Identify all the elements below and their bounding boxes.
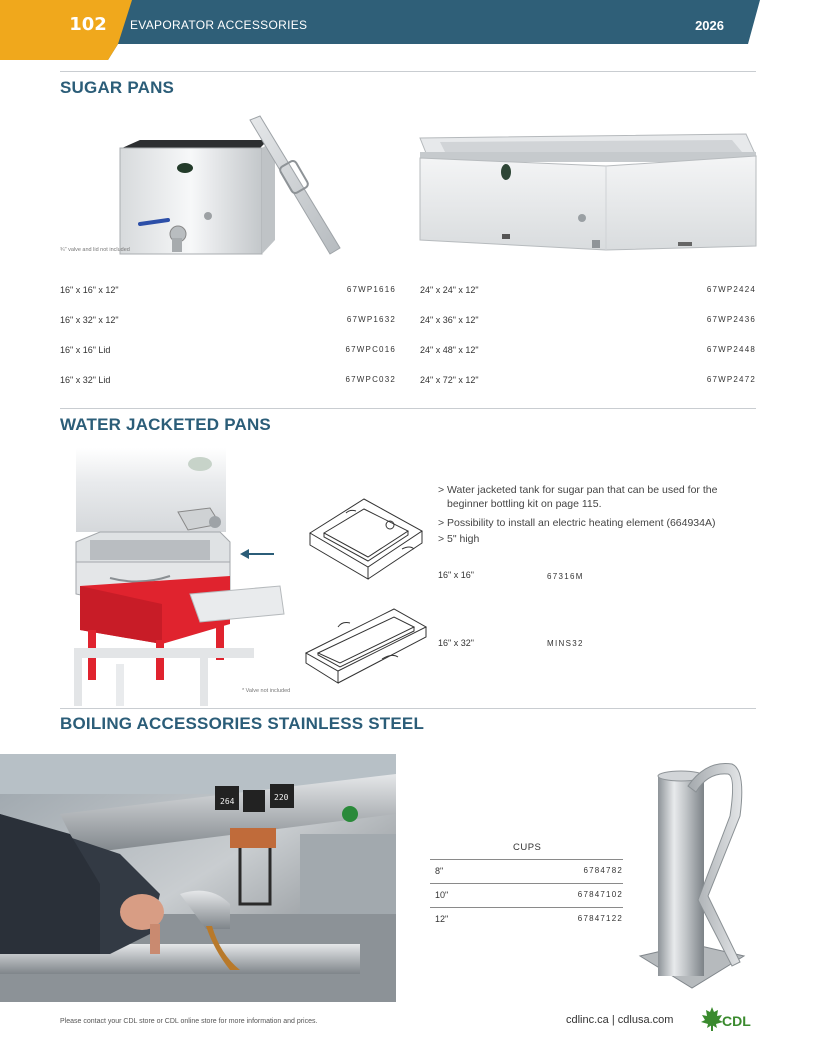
size-label: 24" x 36" x 12" — [420, 315, 479, 325]
table-row — [430, 890, 623, 906]
product-code: 67847122 — [577, 914, 623, 923]
product-code: 67847102 — [577, 890, 623, 899]
table-divider — [430, 907, 623, 908]
footer-website[interactable]: cdlinc.ca | cdlusa.com — [566, 1014, 674, 1026]
size-label: 16" x 32" x 12" — [60, 315, 119, 325]
size-label: 24" x 72" x 12" — [420, 375, 479, 385]
size-label: 16" x 32" — [438, 638, 474, 648]
divider — [60, 71, 756, 72]
size-label: 10" — [435, 890, 449, 900]
svg-text:220: 220 — [274, 793, 289, 802]
product-code: 67WP2424 — [706, 285, 756, 294]
size-label: 16" x 16" x 12" — [60, 285, 119, 295]
product-code: 67WPC032 — [345, 375, 396, 384]
feature-item: > Water jacketed tank for sugar pan that can be used for the beginner bottling kit on page 115. — [438, 483, 758, 511]
footer-note: Please contact your CDL store or CDL online store for more information and prices. — [60, 1018, 318, 1025]
size-label: 16" x 16" Lid — [60, 345, 111, 355]
table-row — [60, 345, 396, 365]
water-jacket-16x16-drawing — [306, 495, 426, 580]
header-section-title: EVAPORATOR ACCESSORIES — [130, 18, 308, 32]
section-title-boiling-accessories: BOILING ACCESSORIES STAINLESS STEEL — [60, 714, 425, 733]
table-row — [430, 866, 623, 882]
divider — [60, 408, 756, 409]
product-code: 67WP2436 — [706, 315, 756, 324]
table-row — [420, 285, 756, 305]
header-year: 2026 — [695, 18, 724, 33]
brand-logo-text: CDL — [722, 1013, 751, 1029]
product-code: 67WP2472 — [706, 375, 756, 384]
large-sugar-pan-image — [416, 130, 758, 252]
product-code: 6784782 — [583, 866, 623, 875]
svg-text:264: 264 — [220, 797, 235, 806]
size-label: 24" x 24" x 12" — [420, 285, 479, 295]
feature-item: > Possibility to install an electric heating element (664934A) — [438, 516, 758, 530]
table-row — [60, 315, 396, 335]
product-code: MINS32 — [547, 639, 584, 648]
size-label: 12" — [435, 914, 449, 924]
cups-title: CUPS — [513, 842, 542, 853]
sugar-pan-image-note: ¾" valve and lid not included — [60, 247, 130, 253]
section-title-water-jacketed-pans: WATER JACKETED PANS — [60, 415, 271, 434]
product-code: 67316M — [547, 572, 584, 581]
boiling-photo — [0, 754, 396, 1002]
page-header — [0, 0, 816, 60]
product-code: 67WP1616 — [346, 285, 396, 294]
water-jacket-image-note: * Valve not included — [242, 688, 291, 694]
sampling-cup-image — [636, 756, 748, 992]
table-row — [430, 914, 623, 930]
size-label: 16" x 16" — [438, 570, 474, 580]
table-divider — [430, 883, 623, 884]
size-label: 16" x 32" Lid — [60, 375, 111, 385]
feature-item: > 5" high — [438, 532, 758, 546]
table-row — [420, 315, 756, 335]
product-code: 67WP1632 — [346, 315, 396, 324]
table-row — [60, 285, 396, 305]
table-row — [60, 375, 396, 395]
table-row — [420, 345, 756, 365]
water-jacket-16x32-drawing — [302, 605, 430, 687]
water-jacket-features — [438, 483, 758, 551]
size-label: 24" x 48" x 12" — [420, 345, 479, 355]
divider — [60, 708, 756, 709]
product-code: 67WPC016 — [345, 345, 396, 354]
water-jacketed-setup-image — [70, 444, 286, 706]
page-number: 102 — [69, 14, 107, 35]
table-divider — [430, 859, 623, 860]
product-code: 67WP2448 — [706, 345, 756, 354]
section-title-sugar-pans: SUGAR PANS — [60, 78, 175, 97]
size-label: 8" — [435, 866, 444, 876]
small-sugar-pan-image — [110, 112, 350, 262]
table-row — [420, 375, 756, 395]
arrow-left-icon — [240, 547, 276, 561]
